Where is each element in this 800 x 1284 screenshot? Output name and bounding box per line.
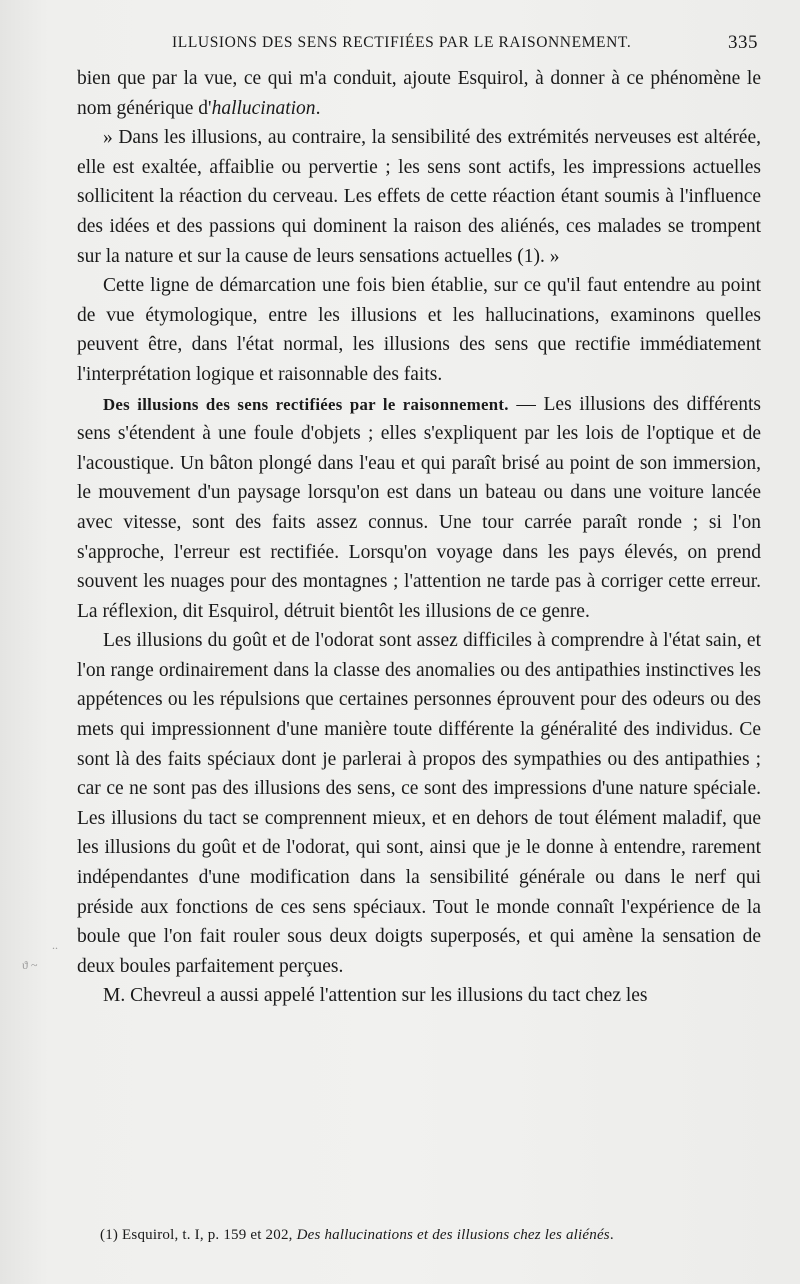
margin-mark: ϑ ~ <box>22 958 38 972</box>
paragraph: Des illusions des sens rectifiées par le raisonnement. — Les illusions des différents sens s'étendent à une foule d'objets ; elles s'expliquent par les lois de l'optique et de l'acoustique. Un bâton plongé dans l'eau et qui paraît brisé au point de son immersion, le mouvement d'un paysage lorsqu'on est dans un bateau ou dans une voiture lancée avec vitesse, sont des faits assez connus. Une tour carrée paraît ronde ; si l'on s'approche, l'erreur est rectifiée. Lorsqu'on voyage dans les pays élevés, on prend souvent les nuages pour des montagnes ; l'attention ne tarde pas à corriger cette erreur. La réflexion, dit Esquirol, détruit bientôt les illusions de ce genre. <box>77 393 761 622</box>
footnote: (1) Esquirol, t. I, p. 159 et 202, Des hallucinations et des illusions chez les aliénés. <box>100 1227 614 1243</box>
paragraph: » Dans les illusions, au contraire, la sensibilité des extrémités nerveuses est altérée, elle est exaltée, affaiblie ou pervertie ; les sens sont actifs, les impressions actuelles sollicitent la réaction du cerveau. Les effets de cette réaction étant soumis à l'influence des idées et des passions qui dominent la raison des aliénés, ces malades se trompent sur la nature et sur la cause de leurs sensations actuelles (1). » <box>77 127 761 267</box>
footnote-marker: (1) <box>100 1227 119 1243</box>
italic-term: hallucination <box>211 97 316 119</box>
section-heading: Des illusions des sens rectifiées par le raisonnement. <box>103 394 509 414</box>
running-title: ILLUSIONS DES SENS RECTIFIÉES PAR LE RAISONNEMENT. <box>172 34 632 51</box>
page-number: 335 <box>728 32 758 53</box>
paragraph: bien que par la vue, ce qui m'a conduit, ajoute Esquirol, à donner à ce phénomène le nom générique d'hallucination. <box>77 68 761 119</box>
paragraph: M. Chevreul a aussi appelé l'attention sur les illusions du tact chez les <box>103 985 648 1007</box>
margin-mark: .. <box>52 938 58 952</box>
body-text <box>77 64 761 1011</box>
paragraph: Les illusions du goût et de l'odorat sont assez difficiles à comprendre à l'état sain, et l'on range ordinairement dans la classe des anomalies ou des antipathies instinctives les appétences ou les répulsions que certaines personnes éprouvent pour des odeurs ou des mets qui impressionnent d'une manière toute différente la généralité des individus. Ce sont là des faits spéciaux dont je parlerai à propos des sympathies ou des antipathies ; car ce ne sont pas des illusions des sens, ce sont des impressions d'une nature spéciale. Les illusions du tact se comprennent mieux, et en dehors de tout élément maladif, que les illusions du goût et de l'odorat, qui sont, ainsi que je le donne à entendre, rarement indépendantes d'une modification dans la sensibilité générale ou dans le nerf qui préside aux fonctions de ces sens spéciaux. Tout le monde connaît l'expérience de la boule que l'on fait rouler sous deux doigts superposés, et qui amène la sensation de deux boules parfaitement perçues. <box>77 630 761 977</box>
paragraph: Cette ligne de démarcation une fois bien établie, sur ce qu'il faut entendre au point de vue étymologique, entre les illusions et les hallucinations, examinons quelles peuvent être, dans l'état normal, les illusions des sens que rectifie immédiatement l'interprétation logique et raisonnable des faits. <box>77 275 761 385</box>
footnote-title: Des hallucinations et des illusions chez les aliénés <box>296 1227 610 1243</box>
page-header <box>78 30 758 56</box>
